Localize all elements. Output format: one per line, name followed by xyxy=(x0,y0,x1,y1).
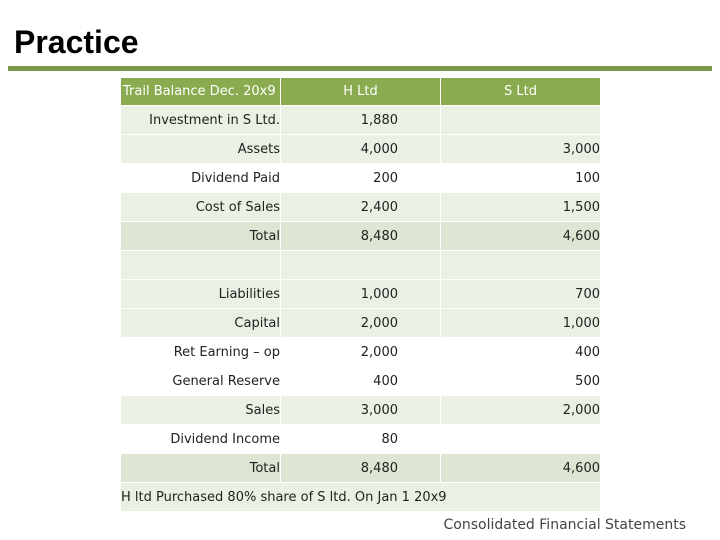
h-ltd-value: 8,480 xyxy=(281,222,441,251)
row-label: Assets xyxy=(121,135,281,164)
h-ltd-value: 1,000 xyxy=(281,280,441,309)
table-row xyxy=(121,164,601,193)
s-ltd-value: 500 xyxy=(441,367,601,396)
h-ltd-value xyxy=(281,251,441,280)
s-ltd-value: 2,000 xyxy=(441,396,601,425)
row-label: Liabilities xyxy=(121,280,281,309)
header-h-ltd: H Ltd xyxy=(281,78,441,106)
table-row xyxy=(121,193,601,222)
s-ltd-value: 4,600 xyxy=(441,454,601,483)
h-ltd-value: 200 xyxy=(281,164,441,193)
h-ltd-value: 80 xyxy=(281,425,441,454)
s-ltd-value: 3,000 xyxy=(441,135,601,164)
table-row xyxy=(121,106,601,135)
table-total-row xyxy=(121,454,601,483)
h-ltd-value: 8,480 xyxy=(281,454,441,483)
table-row xyxy=(121,280,601,309)
row-label: Total xyxy=(121,454,281,483)
h-ltd-value: 4,000 xyxy=(281,135,441,164)
header-trail-balance: Trail Balance Dec. 20x9 xyxy=(121,78,281,106)
table-spacer-row xyxy=(121,251,601,280)
s-ltd-value xyxy=(441,425,601,454)
header-s-ltd: S Ltd xyxy=(441,78,601,106)
table-total-row xyxy=(121,222,601,251)
table-row xyxy=(121,338,601,367)
table-row xyxy=(121,135,601,164)
slide-footer: Consolidated Financial Statements xyxy=(443,517,686,533)
s-ltd-value: 400 xyxy=(441,338,601,367)
row-label: Sales xyxy=(121,396,281,425)
h-ltd-value: 2,000 xyxy=(281,338,441,367)
row-label: General Reserve xyxy=(121,367,281,396)
h-ltd-value: 2,000 xyxy=(281,309,441,338)
table-row xyxy=(121,309,601,338)
table-row xyxy=(121,367,601,396)
s-ltd-value: 1,500 xyxy=(441,193,601,222)
table-header-row xyxy=(121,78,601,106)
table-note-row xyxy=(121,483,601,512)
trial-balance-table xyxy=(120,77,601,512)
h-ltd-value: 400 xyxy=(281,367,441,396)
s-ltd-value: 1,000 xyxy=(441,309,601,338)
row-label xyxy=(121,251,281,280)
row-label: Capital xyxy=(121,309,281,338)
s-ltd-value xyxy=(441,251,601,280)
row-label: Dividend Paid xyxy=(121,164,281,193)
row-label: Total xyxy=(121,222,281,251)
row-label: Ret Earning – op xyxy=(121,338,281,367)
row-label: Investment in S Ltd. xyxy=(121,106,281,135)
row-label: Cost of Sales xyxy=(121,193,281,222)
h-ltd-value: 1,880 xyxy=(281,106,441,135)
s-ltd-value: 4,600 xyxy=(441,222,601,251)
slide-title: Practice xyxy=(14,24,139,60)
h-ltd-value: 3,000 xyxy=(281,396,441,425)
table-row xyxy=(121,396,601,425)
row-label: Dividend Income xyxy=(121,425,281,454)
s-ltd-value xyxy=(441,106,601,135)
s-ltd-value: 700 xyxy=(441,280,601,309)
s-ltd-value: 100 xyxy=(441,164,601,193)
purchase-note: H ltd Purchased 80% share of S ltd. On Jan 1 20x9 xyxy=(121,483,601,512)
h-ltd-value: 2,400 xyxy=(281,193,441,222)
table-row xyxy=(121,425,601,454)
title-underline xyxy=(8,66,712,71)
